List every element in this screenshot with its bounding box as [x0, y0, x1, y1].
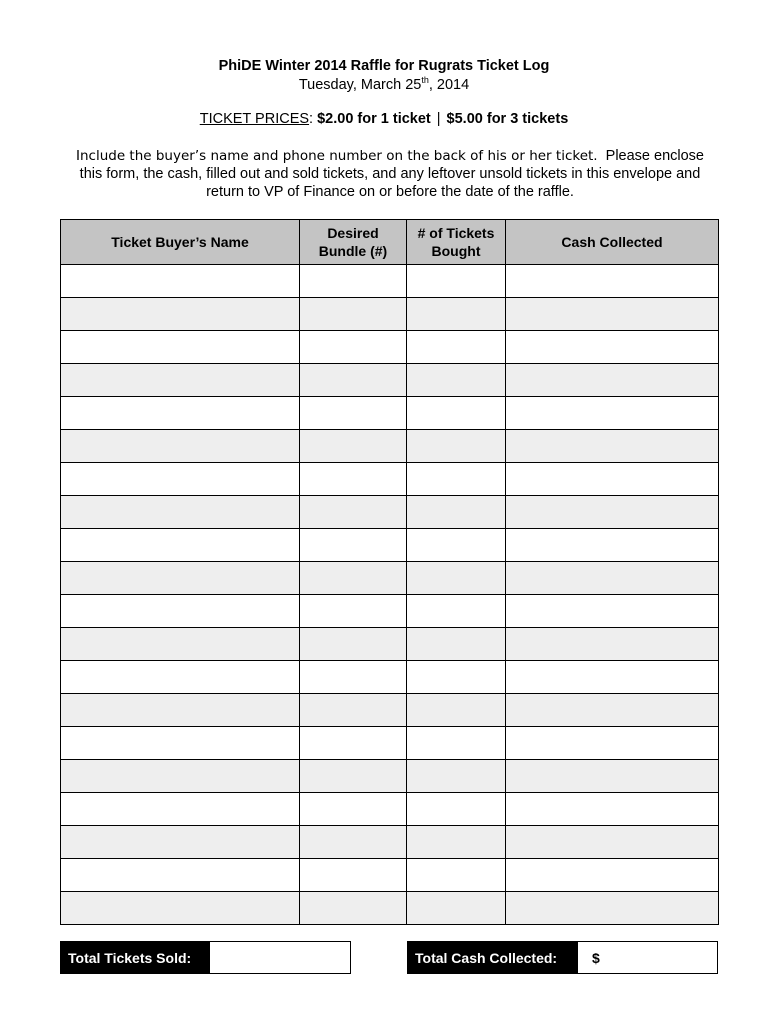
count-header-line2: Bought — [431, 243, 481, 259]
name-cell[interactable] — [61, 496, 300, 529]
cash-cell[interactable] — [506, 826, 719, 859]
table-row — [61, 331, 719, 364]
date-suffix: th — [421, 75, 429, 85]
table-body — [61, 265, 719, 925]
name-cell[interactable] — [61, 265, 300, 298]
name-cell[interactable] — [61, 364, 300, 397]
table-row — [61, 463, 719, 496]
total-tickets-label: Total Tickets Sold: — [61, 942, 210, 973]
col-header-count — [407, 220, 506, 265]
name-cell[interactable] — [61, 760, 300, 793]
total-tickets-box — [60, 941, 351, 974]
name-cell[interactable] — [61, 628, 300, 661]
total-cash-field[interactable]: $ — [578, 942, 717, 973]
name-cell[interactable] — [61, 859, 300, 892]
bundle-cell[interactable] — [300, 529, 407, 562]
bundle-cell[interactable] — [300, 364, 407, 397]
page-title: PhiDE Winter 2014 Raffle for Rugrats Ticket Log — [218, 58, 550, 74]
instructions — [70, 147, 710, 201]
table-row — [61, 859, 719, 892]
bundle-cell[interactable] — [300, 430, 407, 463]
table-row — [61, 397, 719, 430]
event-date — [0, 75, 768, 93]
cash-cell[interactable] — [506, 562, 719, 595]
count-header-line1: # of Tickets — [417, 225, 495, 241]
bundle-cell[interactable] — [300, 727, 407, 760]
tickets-cell[interactable] — [407, 529, 506, 562]
bundle-cell[interactable] — [300, 562, 407, 595]
date-year: , 2014 — [428, 76, 470, 93]
tickets-cell[interactable] — [407, 496, 506, 529]
tickets-cell[interactable] — [407, 265, 506, 298]
table-row — [61, 298, 719, 331]
bundle-cell[interactable] — [300, 463, 407, 496]
bundle-cell[interactable] — [300, 694, 407, 727]
bundle-cell[interactable] — [300, 397, 407, 430]
tickets-cell[interactable] — [407, 595, 506, 628]
cash-cell[interactable] — [506, 694, 719, 727]
ticket-prices — [0, 111, 768, 127]
cash-cell[interactable] — [506, 661, 719, 694]
table-row — [61, 496, 719, 529]
tickets-cell[interactable] — [407, 364, 506, 397]
name-cell[interactable] — [61, 727, 300, 760]
cash-cell[interactable] — [506, 628, 719, 661]
cash-cell[interactable] — [506, 892, 719, 925]
table-row — [61, 694, 719, 727]
table-row — [61, 661, 719, 694]
prices-colon: : — [309, 111, 314, 127]
tickets-cell[interactable] — [407, 760, 506, 793]
table-row — [61, 727, 719, 760]
bundle-cell[interactable] — [300, 859, 407, 892]
price-one-ticket: $2.00 for 1 ticket — [317, 111, 431, 127]
bundle-cell[interactable] — [300, 826, 407, 859]
total-tickets-field[interactable] — [210, 942, 350, 973]
date-prefix: Tuesday, March 25 — [298, 76, 422, 93]
tickets-cell[interactable] — [407, 397, 506, 430]
table-row — [61, 265, 719, 298]
tickets-cell[interactable] — [407, 298, 506, 331]
bundle-cell[interactable] — [300, 265, 407, 298]
tickets-cell[interactable] — [407, 727, 506, 760]
bundle-header-line2: Bundle (#) — [318, 243, 388, 259]
cash-cell[interactable] — [506, 793, 719, 826]
tickets-cell[interactable] — [407, 430, 506, 463]
tickets-cell[interactable] — [407, 892, 506, 925]
tickets-cell[interactable] — [407, 331, 506, 364]
instructions-lead: Include the buyer’s name and phone number on the back of his or her ticket. — [75, 148, 598, 164]
price-three-tickets: $5.00 for 3 tickets — [446, 111, 569, 127]
cash-cell[interactable] — [506, 727, 719, 760]
name-cell[interactable] — [61, 463, 300, 496]
bundle-cell[interactable] — [300, 298, 407, 331]
instructions-body: Please enclose this form, the cash, filled out and sold tickets, and any leftover unsold tickets in this envelope and return to VP of Finance on or before the date of the raffle. — [79, 148, 704, 200]
name-cell[interactable] — [61, 331, 300, 364]
name-cell[interactable] — [61, 595, 300, 628]
tickets-cell[interactable] — [407, 793, 506, 826]
tickets-cell[interactable] — [407, 859, 506, 892]
table-header-row — [61, 220, 719, 265]
cash-cell[interactable] — [506, 364, 719, 397]
bundle-cell[interactable] — [300, 760, 407, 793]
table-row — [61, 826, 719, 859]
name-cell[interactable] — [61, 430, 300, 463]
cash-cell[interactable] — [506, 265, 719, 298]
cash-cell[interactable] — [506, 331, 719, 364]
cash-cell[interactable] — [506, 298, 719, 331]
cash-cell[interactable] — [506, 496, 719, 529]
name-cell[interactable] — [61, 562, 300, 595]
cash-cell[interactable] — [506, 595, 719, 628]
cash-cell[interactable] — [506, 760, 719, 793]
tickets-cell[interactable] — [407, 628, 506, 661]
name-cell[interactable] — [61, 793, 300, 826]
bundle-cell[interactable] — [300, 793, 407, 826]
table-row — [61, 892, 719, 925]
table-row — [61, 430, 719, 463]
table-row — [61, 364, 719, 397]
table-row — [61, 793, 719, 826]
bundle-cell[interactable] — [300, 661, 407, 694]
col-header-name: Ticket Buyer’s Name — [61, 220, 300, 265]
price-separator: | — [436, 111, 441, 127]
bundle-cell[interactable] — [300, 892, 407, 925]
ticket-log-table — [60, 219, 719, 925]
name-cell[interactable] — [61, 892, 300, 925]
table-row — [61, 562, 719, 595]
name-cell[interactable] — [61, 826, 300, 859]
tickets-cell[interactable] — [407, 826, 506, 859]
total-cash-label: Total Cash Collected: — [408, 942, 578, 973]
table-row — [61, 529, 719, 562]
table-row — [61, 760, 719, 793]
name-cell[interactable] — [61, 661, 300, 694]
tickets-cell[interactable] — [407, 463, 506, 496]
name-cell[interactable] — [61, 298, 300, 331]
bundle-cell[interactable] — [300, 595, 407, 628]
cash-cell[interactable] — [506, 529, 719, 562]
total-cash-box — [407, 941, 718, 974]
bundle-cell[interactable] — [300, 628, 407, 661]
cash-cell[interactable] — [506, 430, 719, 463]
bundle-cell[interactable] — [300, 496, 407, 529]
name-cell[interactable] — [61, 397, 300, 430]
tickets-cell[interactable] — [407, 661, 506, 694]
col-header-bundle — [300, 220, 407, 265]
cash-cell[interactable] — [506, 463, 719, 496]
table-row — [61, 595, 719, 628]
name-cell[interactable] — [61, 529, 300, 562]
col-header-cash: Cash Collected — [506, 220, 719, 265]
name-cell[interactable] — [61, 694, 300, 727]
tickets-cell[interactable] — [407, 694, 506, 727]
bundle-header-line1: Desired — [327, 225, 379, 241]
cash-cell[interactable] — [506, 397, 719, 430]
tickets-cell[interactable] — [407, 562, 506, 595]
cash-cell[interactable] — [506, 859, 719, 892]
table-row — [61, 628, 719, 661]
prices-label: TICKET PRICES — [199, 111, 310, 127]
bundle-cell[interactable] — [300, 331, 407, 364]
